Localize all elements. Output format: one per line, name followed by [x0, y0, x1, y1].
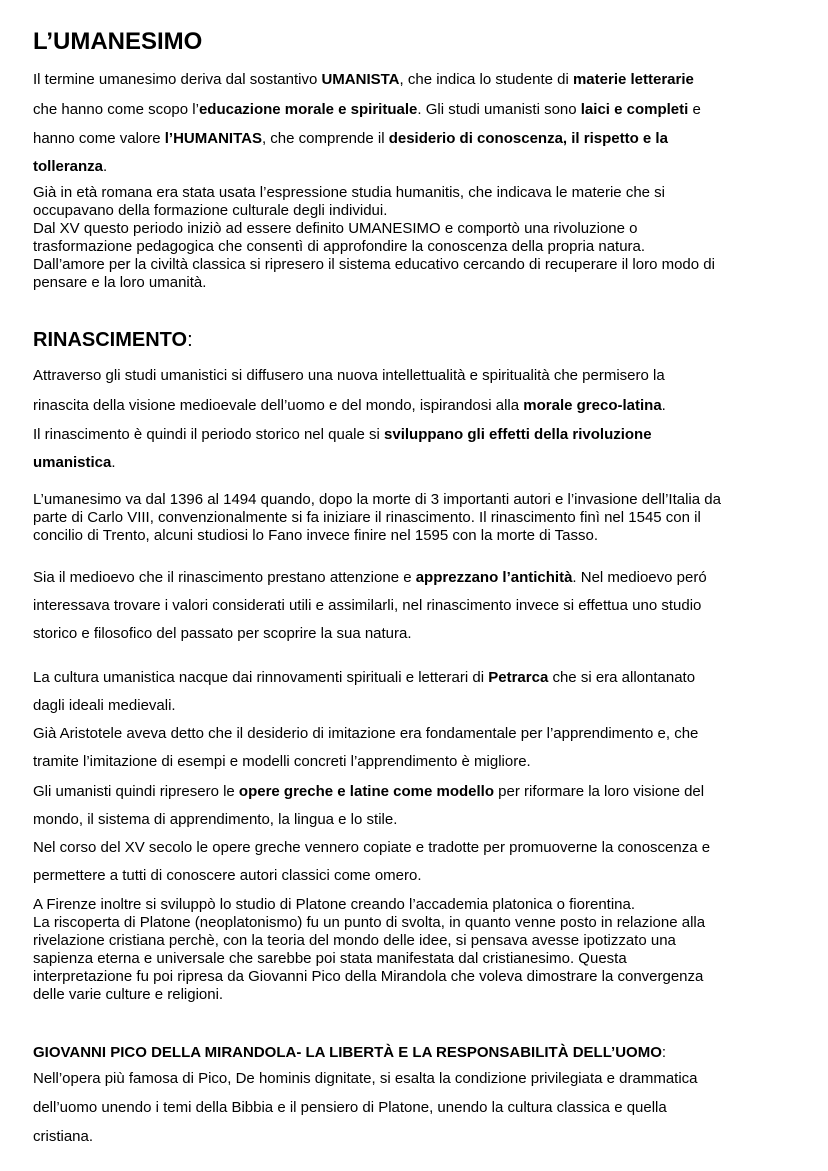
- text-segment: A Firenze inoltre si sviluppò lo studio di Platone creando l’accademia platonica o fiorentina.: [33, 896, 636, 913]
- text-segment: L’umanesimo va dal 1396 al 1494 quando, dopo la morte di 3 importanti autori e l’invasione dell’Italia da: [33, 491, 721, 508]
- text-line: [33, 913, 705, 933]
- text-segment: La cultura umanistica nacque dai rinnovamenti spirituali e letterari di: [33, 669, 489, 686]
- text-line: [33, 668, 695, 688]
- text-segment: per riformare la loro visione del: [494, 783, 705, 800]
- text-segment: Gli umanisti quindi ripresero le: [33, 783, 239, 800]
- text-segment: dagli ideali medievali.: [33, 697, 176, 714]
- text-segment: delle varie culture e religioni.: [33, 986, 224, 1003]
- text-line: [33, 237, 645, 257]
- bold-text: tolleranza: [33, 158, 104, 175]
- text-segment: storico e filosofico del passato per scoprire la sua natura.: [33, 625, 412, 642]
- text-segment: .: [661, 397, 666, 414]
- text-line: [33, 568, 707, 588]
- text-line: [33, 201, 387, 221]
- text-line: [33, 100, 701, 120]
- bold-text: UMANISTA: [321, 71, 400, 88]
- text-segment: Già in età romana era stata usata l’espressione studia humanitis, che indicava le materie che si: [33, 184, 665, 201]
- text-line: [33, 782, 704, 802]
- bold-text: opere greche e latine come modello: [238, 783, 495, 800]
- text-line: [33, 624, 412, 644]
- text-line: [33, 526, 598, 546]
- text-line: [33, 1098, 667, 1118]
- text-line: [33, 838, 710, 858]
- text-line: [33, 810, 397, 830]
- text-segment: interpretazione fu poi ripresa da Giovanni Pico della Mirandola che voleva dimostrare la convergenza: [33, 968, 704, 985]
- text-line: [33, 1069, 698, 1089]
- text-segment: mondo, il sistema di apprendimento, la lingua e lo stile.: [33, 811, 398, 828]
- text-line: [33, 366, 665, 386]
- text-segment: trasformazione pedagogica che consentì di approfondire la conoscenza della propria natura.: [33, 238, 646, 255]
- bold-text: educazione morale e spirituale: [198, 101, 418, 118]
- text-line: [33, 453, 116, 473]
- text-segment: rinascita della visione medioevale dell’uomo e del mondo, ispirandosi alla: [33, 397, 524, 414]
- text-line: [33, 129, 668, 149]
- text-segment: Il rinascimento è quindi il periodo storico nel quale si: [33, 426, 385, 443]
- text-line: [33, 219, 637, 239]
- text-segment: rivelazione cristiana perchè, con la teoria del mondo delle idee, si pensava avesse ipotizzato una: [33, 932, 676, 949]
- text-segment: . Gli studi umanisti sono: [417, 101, 581, 118]
- text-segment: che si era allontanato: [548, 669, 696, 686]
- text-line: [33, 255, 715, 275]
- bold-text: umanistica: [33, 454, 112, 471]
- text-segment: Attraverso gli studi umanistici si diffusero una nuova intellettualità e spiritualità che permisero la: [33, 367, 665, 384]
- bold-text: l’HUMANITAS: [164, 130, 262, 147]
- pico-heading: [33, 1043, 666, 1063]
- text-segment: sapienza eterna e universale che sarebbe poi stata manifestata dal cristianesimo. Questa: [33, 950, 627, 967]
- text-line: [33, 866, 422, 886]
- text-segment: concilio di Trento, alcuni studiosi lo Fano invece finire nel 1595 con la morte di Tasso.: [33, 527, 599, 544]
- bold-text: materie letterarie: [572, 71, 694, 88]
- text-segment: Nell’opera più famosa di Pico, De hominis dignitate, si esalta la condizione privilegiata e drammatica: [33, 1070, 698, 1087]
- bold-text: laici e completi: [580, 101, 689, 118]
- text-segment: .: [103, 158, 108, 175]
- text-line: [33, 425, 652, 445]
- text-segment: e: [688, 101, 701, 118]
- bold-text: apprezzano l’antichità: [415, 569, 573, 586]
- text-segment: Sia il medioevo che il rinascimento prestano attenzione e: [33, 569, 416, 586]
- text-segment: Dall’amore per la civiltà classica si ripresero il sistema educativo cercando di recuperare il loro modo di: [33, 256, 715, 273]
- text-line: [33, 273, 206, 293]
- text-segment: . Nel medioevo peró: [572, 569, 707, 586]
- text-line: [33, 596, 701, 616]
- text-segment: hanno come valore: [33, 130, 165, 147]
- text-segment: Il termine umanesimo deriva dal sostantivo: [33, 71, 322, 88]
- text-segment: tramite l’imitazione di esempi e modelli concreti l’apprendimento è migliore.: [33, 753, 531, 770]
- text-segment: cristiana.: [33, 1128, 94, 1145]
- text-line: [33, 490, 721, 510]
- text-segment: pensare e la loro umanità.: [33, 274, 207, 291]
- text-line: [33, 895, 635, 915]
- text-line: [33, 967, 703, 987]
- text-segment: La riscoperta di Platone (neoplatonismo) fu un punto di svolta, in quanto venne posto in relazione alla: [33, 914, 706, 931]
- pico-heading-text: GIOVANNI PICO DELLA MIRANDOLA- LA LIBERTÀ E LA RESPONSABILITÀ DELL’UOMO: [33, 1044, 662, 1061]
- bold-text: Petrarca: [488, 669, 549, 686]
- text-line: [33, 508, 701, 528]
- text-line: [33, 1127, 93, 1147]
- bold-text: desiderio di conoscenza, il rispetto e la: [388, 130, 668, 147]
- text-segment: , che comprende il: [261, 130, 389, 147]
- text-segment: .: [111, 454, 116, 471]
- text-segment: parte di Carlo VIII, convenzionalmente si fa iniziare il rinascimento. Il rinascimento finì nel 1545 con il: [33, 509, 701, 526]
- text-segment: Nel corso del XV secolo le opere greche vennero copiate e tradotte per promuoverne la conoscenza e: [33, 839, 711, 856]
- text-segment: che hanno come scopo l’: [33, 101, 199, 118]
- text-line: [33, 183, 665, 203]
- text-line: [33, 70, 694, 90]
- bold-text: sviluppano gli effetti della rivoluzione: [384, 426, 652, 443]
- text-segment: Già Aristotele aveva detto che il desiderio di imitazione era fondamentale per l’apprendimento e, che: [33, 725, 699, 742]
- text-line: [33, 724, 698, 744]
- text-line: [33, 157, 107, 177]
- text-segment: interessava trovare i valori considerati utili e assimilarli, nel rinascimento invece si effettua uno studio: [33, 597, 702, 614]
- text-segment: occupavano della formazione culturale degli individui.: [33, 202, 388, 219]
- text-segment: Dal XV questo periodo iniziò ad essere definito UMANESIMO e comportò una rivoluzione o: [33, 220, 638, 237]
- text-segment: dell’uomo unendo i temi della Bibbia e il pensiero di Platone, unendo la cultura classica e quella: [33, 1099, 667, 1116]
- rinascimento-heading: [33, 327, 193, 353]
- text-segment: , che indica lo studente di: [399, 71, 573, 88]
- text-segment: permettere a tutti di conoscere autori classici come omero.: [33, 867, 422, 884]
- bold-text: morale greco-latina: [523, 397, 662, 414]
- rinascimento-heading-colon: :: [187, 329, 193, 351]
- text-line: [33, 396, 666, 416]
- pico-heading-colon: :: [661, 1044, 667, 1061]
- text-line: [33, 931, 676, 951]
- rinascimento-heading-text: RINASCIMENTO: [33, 329, 188, 351]
- umanesimo-heading: L’UMANESIMO: [33, 28, 203, 55]
- text-line: [33, 985, 223, 1005]
- text-line: [33, 752, 531, 772]
- text-line: [33, 949, 627, 969]
- text-line: [33, 696, 176, 716]
